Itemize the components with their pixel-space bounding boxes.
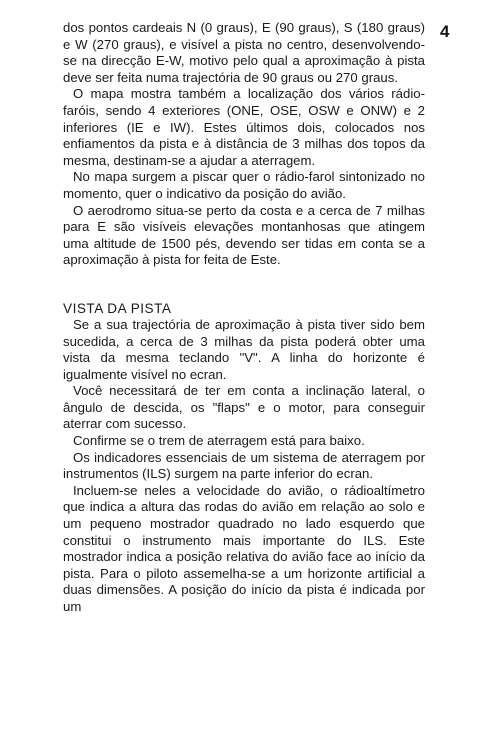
paragraph-continued: dos pontos cardeais N (0 graus), E (90 graus), S (180 graus) e W (270 graus), e visível a pista no centro, desenvolvendo-se na direcção E-W, motivo pelo qual a aproximação à pista deve ser feita numa trajectória de 90 graus ou 270 graus.: [63, 20, 425, 85]
page-number: 4: [440, 22, 450, 41]
paragraph-landing-factors: Você necessitará de ter em conta a inclinação lateral, o ângulo de descida, os "flaps" e o motor, para conseguir aterrar com sucesso.: [63, 383, 425, 432]
page-body: [63, 20, 425, 616]
paragraph-runway-view: Se a sua trajectória de aproximação à pista tiver sido bem sucedida, a cerca de 3 milhas da pista poderá obter uma vista da mesma teclando "V". A linha do horizonte é igualmente visível no ecran.: [63, 316, 425, 382]
paragraph-landing-gear: Confirme se o trem de aterragem está para baixo.: [73, 433, 365, 449]
section-heading-vista-da-pista: VISTA DA PISTA: [63, 300, 172, 316]
paragraph-ils-indicators: Os indicadores essenciais de um sistema de aterragem por instrumentos (ILS) surgem na parte inferior do ecran.: [63, 449, 425, 482]
paragraph-radio-beacons: O mapa mostra também a localização dos vários rádio-faróis, sendo 4 exteriores (ONE, OSE, OSW e ONW) e 2 inferiores (IE e IW). Estes últimos dois, colocados nos enfiamentos da pista e à distância de 3 milhas dos topos da mesma, destinam-se a ajudar a aterragem.: [63, 86, 425, 168]
paragraph-aerodrome: O aerodromo situa-se perto da costa e a cerca de 7 milhas para E são visíveis elevações montanhosas que atingem uma altitude de 1500 pés, devendo ser tidas em conta se a aproximação à pista for feita de Este.: [63, 202, 425, 268]
paragraph-map-blinking: No mapa surgem a piscar quer o rádio-farol sintonizado no momento, quer o indicativo da posição do avião.: [63, 169, 425, 201]
paragraph-ils-instruments: Incluem-se neles a velocidade do avião, o rádioaltímetro que indica a altura das rodas do avião em relação ao solo e um pequeno mostrador quadrado no lado esquerdo que constitui o instrumento mais importante do ILS. Este mostrador indica a posição relativa do avião face ao início da pista. Para o piloto assemelha-se a um horizonte artificial a duas dimensões. A posição do início da pista é indicada por um: [63, 482, 425, 614]
